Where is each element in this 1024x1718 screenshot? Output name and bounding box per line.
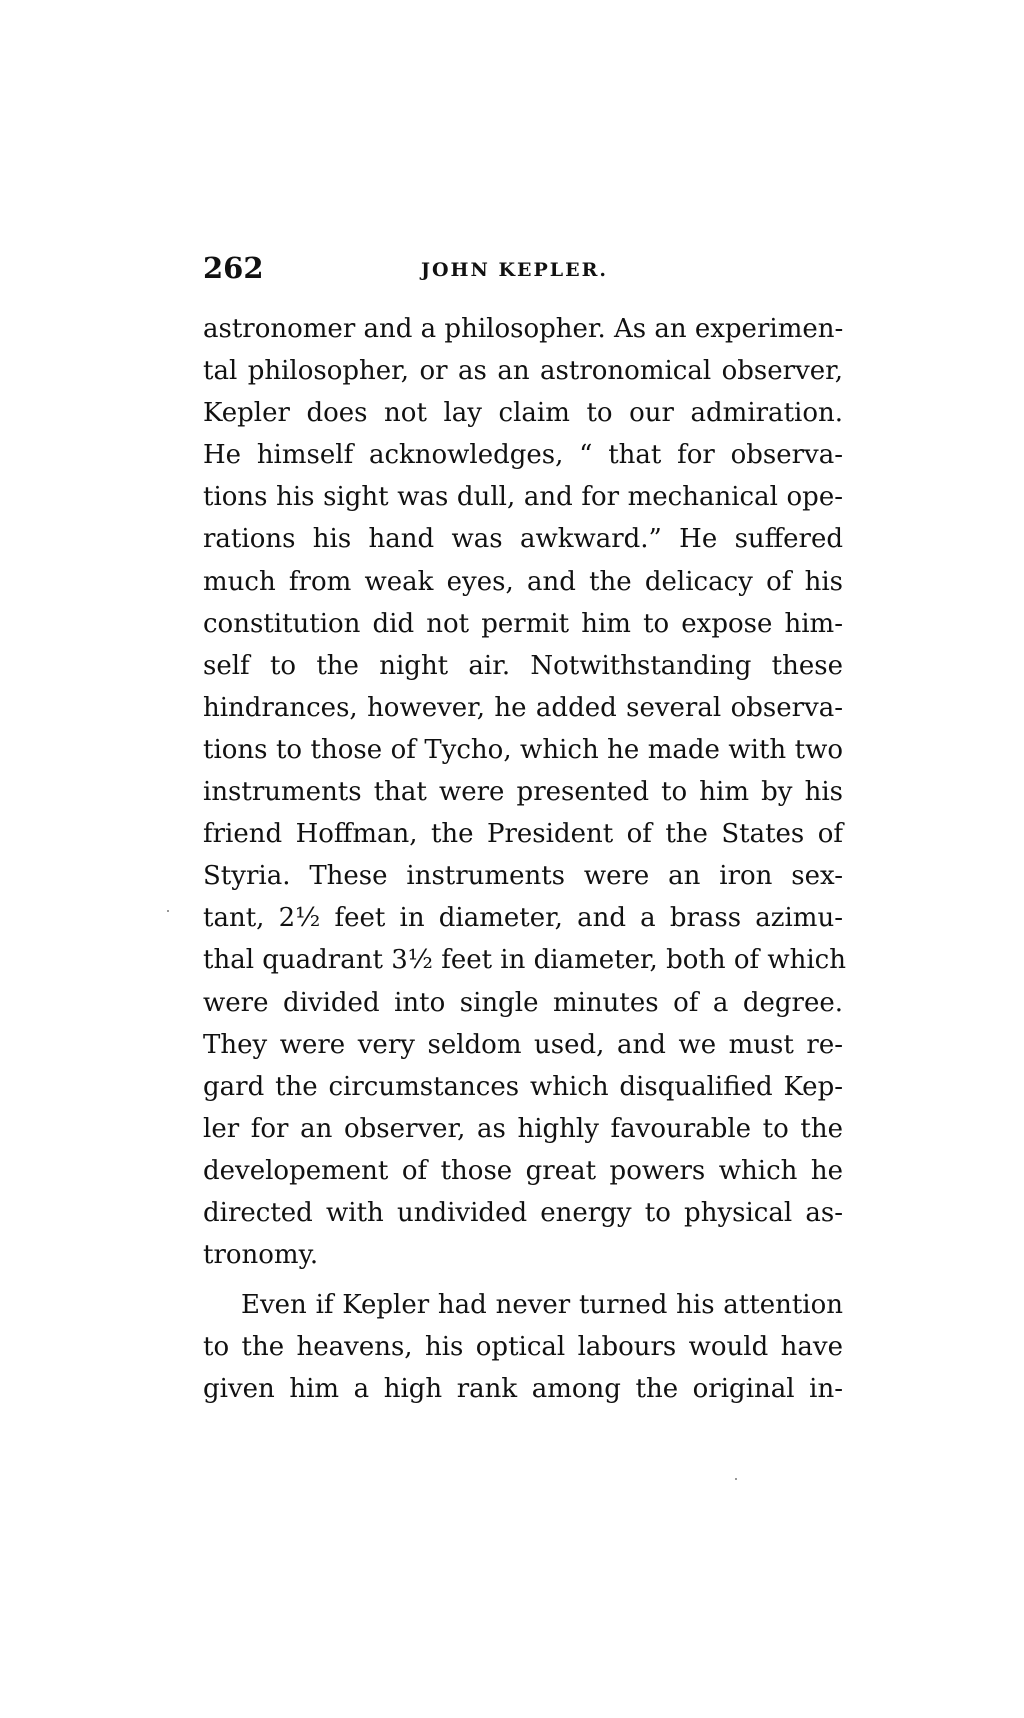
page-number: 262 <box>203 251 264 285</box>
text-line: constitution did not permit him to expose him- <box>203 608 843 639</box>
text-line: tions to those of Tycho, which he made with two <box>203 734 843 765</box>
text-line: tronomy. <box>203 1240 319 1271</box>
text-line: directed with undivided energy to physical as- <box>203 1197 843 1228</box>
text-line: instruments that were presented to him by his <box>203 777 843 808</box>
text-line: to the heavens, his optical labours would have <box>203 1332 843 1363</box>
text-line: astronomer and a philosopher. As an experimen- <box>203 314 844 344</box>
paragraph-gap <box>203 1276 843 1284</box>
text-line: thal quadrant 3½ feet in diameter, both of which <box>203 945 846 976</box>
scan-speck <box>167 910 169 912</box>
text-line: Styria. These instruments were an iron sex- <box>203 861 843 892</box>
text-line: They were very seldom used, and we must re- <box>203 1029 843 1060</box>
text-line: Even if Kepler had never turned his attention <box>241 1290 843 1321</box>
text-line: gard the circumstances which disqualified Kep- <box>203 1071 843 1102</box>
text-line: friend Hoffman, the President of the States of <box>203 819 843 850</box>
text-line: ler for an observer, as highly favourable to the <box>203 1113 843 1144</box>
text-line: tant, 2½ feet in diameter, and a brass azimu- <box>203 903 843 934</box>
body-text <box>203 308 846 1410</box>
paragraph <box>203 308 846 1276</box>
text-line: rations his hand was awkward.” He suffered <box>203 524 843 555</box>
text-line: He himself acknowledges, “ that for observa- <box>203 440 843 471</box>
text-line: given him a high rank among the original in- <box>203 1374 843 1405</box>
scan-speck <box>735 1478 737 1480</box>
text-line: developement of those great powers which he <box>203 1155 843 1186</box>
running-head: JOHN KEPLER. <box>421 259 609 281</box>
text-line: were divided into single minutes of a degree. <box>203 987 843 1018</box>
text-line: Kepler does not lay claim to our admiration. <box>203 398 843 429</box>
text-line: hindrances, however, he added several observa- <box>203 692 843 723</box>
text-line: tal philosopher, or as an astronomical observer, <box>203 356 843 387</box>
paragraph <box>203 1284 843 1410</box>
text-line: much from weak eyes, and the delicacy of his <box>203 566 843 597</box>
text-line: tions his sight was dull, and for mechanical ope- <box>203 482 843 513</box>
page-header <box>203 248 843 288</box>
text-line: self to the night air. Notwithstanding these <box>203 650 843 681</box>
